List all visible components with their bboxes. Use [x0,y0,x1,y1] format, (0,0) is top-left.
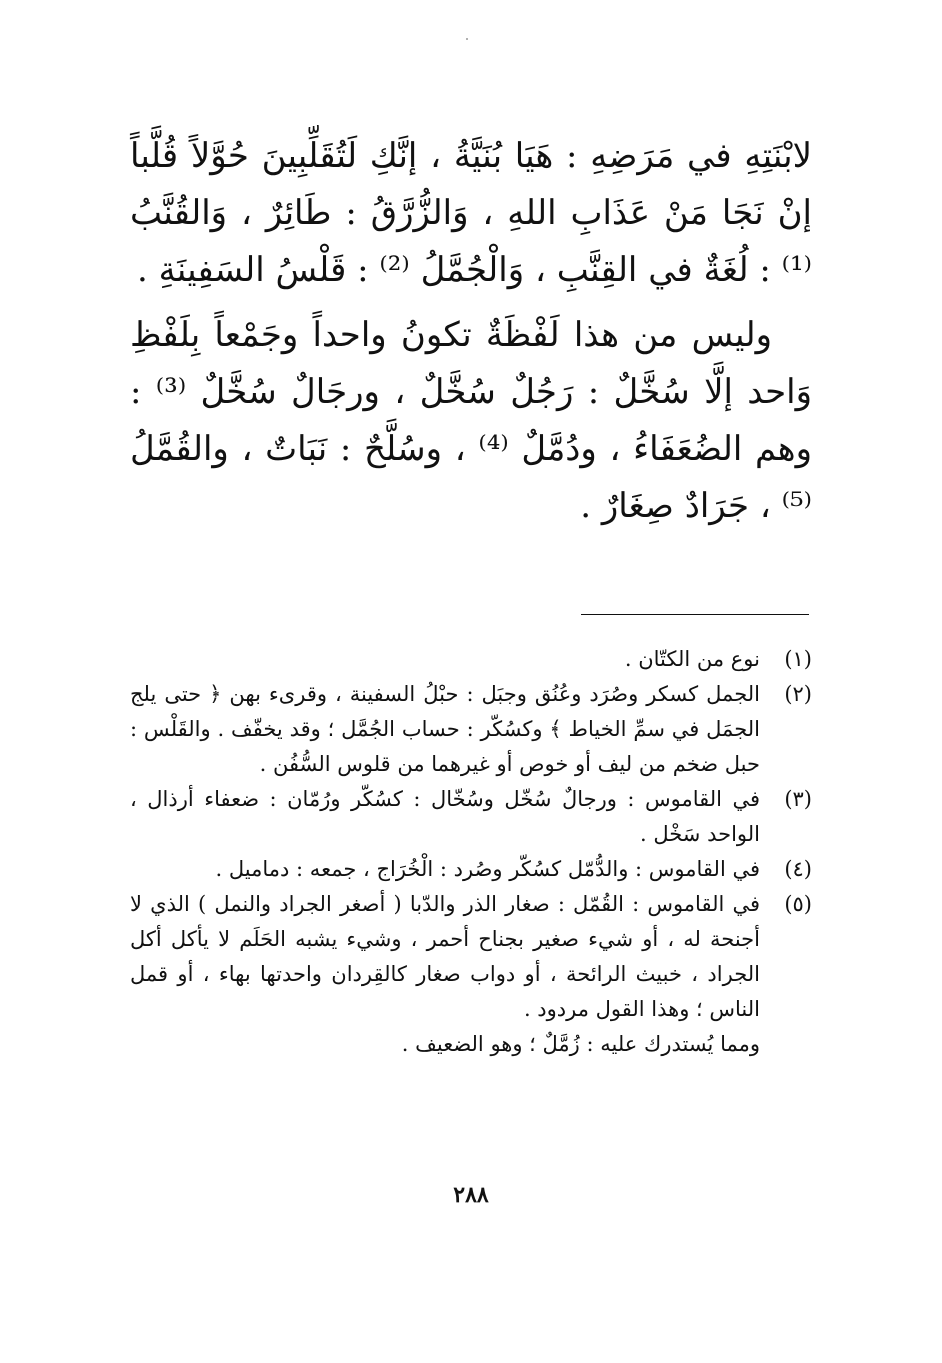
footnote-number: (٤) [784,857,812,881]
footnote-number: (٣) [784,787,812,811]
footnote-number: (٢) [784,682,812,706]
footnote-3 [130,782,812,852]
footnote-2 [130,677,812,782]
footnote-5-continuation: ومما يُستدرك عليه : زُمَّلٌ ؛ وهو الضعيف . [401,1032,760,1056]
footnote-number: (٥) [784,892,812,916]
footnote-text: نوع من الكتّان . [624,647,760,671]
footnote-text: الجمل كسكر وصُرَد وعُنُق وجبَل : حبْلُ السفينة ، وقرىء بهن ﴿ حتى يلج الجمَل في سمِّ الخياط ﴾ وكسُكّر : حساب الجُمَّل ؛ وقد يخفّف . والقَلْس : حبل ضخم من ليف أو خوص أو غيرهما من قلوس السُّفُن . [130,682,760,776]
main-text-body [130,128,812,535]
footnote-separator [581,614,809,615]
footnote-5 [130,887,812,1027]
footnote-4 [130,852,812,887]
footnote-1 [130,642,812,677]
page-number: ٢٨٨ [453,1182,489,1208]
footnotes-section [130,642,812,1062]
footnote-text: في القاموس : القُمّل : صغار الذر والدّبا ( أصغر الجراد والنمل ) الذي لا أجنحة له ، أو شيء صغير بجناح أحمر ، وشيء يشبه الحَلَم لا يأكل أكل الجراد ، خبيث الرائحة ، أو دواب صغار كالقِردان واحدتها بهاء ، أو قمل الناس ؛ وهذا القول مردود . [130,892,760,1021]
footnote-text: في القاموس : والدُّمّل كسُكّر وصُرد : الْخُرَاج ، جمعه : دماميل . [215,857,760,881]
footnote-text: في القاموس : ورجالٌ سُخّل وسُخّال : كسُكّر ورُمّان : ضعفاء أرذال ، الواحد سَخْل . [130,787,760,846]
main-paragraph-2: وليس من هذا لَفْظَةٌ تكونُ واحداً وجَمْعاً بِلَفْظِ وَاحد إلَّا سُخَّلٌ : رَجُلٌ سُخَّلٌ ، ورجَالٌ سُخَّلٌ ⁽³⁾ : وهم الضُعَفَاءُ ، ودُمَّلٌ ⁽⁴⁾ ، وسُلَّحٌ : نَبَاتٌ ، والقُمَّلُ ⁽⁵⁾ ، جَرَادٌ صِغَارٌ . [130,315,812,526]
scan-speck [466,38,468,40]
main-paragraph-1: لابْنَتِهِ في مَرَضِهِ : هَيَا بُنَيَّةُ ، إنَّكِ لَتُقَلِّبِينَ حُوَّلاً قُلَّباً إنْ نَجَا مَنْ عَذَابِ اللهِ ، وَالزُّرَّقُ : طَائِرٌ ، وَالقُنَّبُ ⁽¹⁾ : لُغَةٌ في القِنَّبِ ، وَالْجُمَّلُ ⁽²⁾ : قَلْسُ السَفِينَةِ . [130,136,812,290]
footnote-number: (١) [784,647,812,671]
